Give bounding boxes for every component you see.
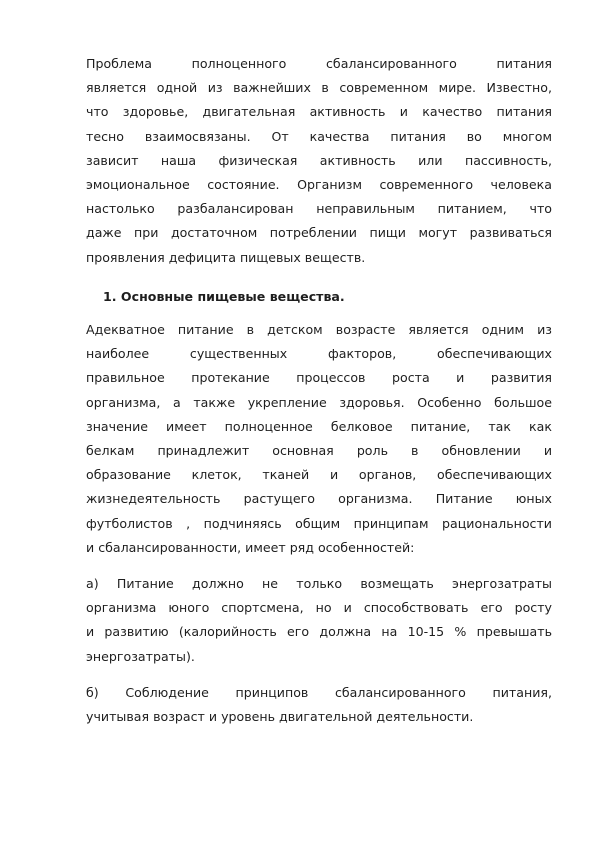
body-paragraph <box>86 318 552 560</box>
item-a-line: организма юного спортсмена, но и способствовать его росту <box>86 600 552 616</box>
intro-line: тесно взаимосвязаны. От качества питания во многом <box>86 128 552 144</box>
body-line: значение имеет полноценное белковое питание, так как <box>86 418 552 434</box>
item-a-line: и развитию (калорийность его должна на 10-15 % превышать <box>86 624 552 640</box>
intro-line: эмоциональное состояние. Организм современного человека <box>86 176 552 192</box>
body-line: белкам принадлежит основная роль в обновлении и <box>86 442 552 458</box>
intro-line: Проблема полноценного сбалансированного питания <box>86 56 552 71</box>
item-b-line: учитывая возраст и уровень двигательной деятельности. <box>86 709 474 725</box>
intro-line: зависит наша физическая активность или пассивность, <box>86 152 552 168</box>
section-heading: 1. Основные пищевые вещества. <box>103 289 345 304</box>
body-line: футболистов , подчиняясь общим принципам рациональности <box>86 515 552 531</box>
body-line: и сбалансированности, имеет ряд особенностей: <box>86 539 415 555</box>
item-b-paragraph <box>86 681 552 729</box>
body-line: Адекватное питание в детском возрасте является одним из <box>86 322 552 337</box>
intro-line: даже при достаточном потреблении пищи могут развиваться <box>86 225 552 241</box>
body-line: жизнедеятельность растущего организма. Питание юных <box>86 491 552 507</box>
intro-line: проявления дефицита пищевых веществ. <box>86 249 366 265</box>
intro-line: что здоровье, двигательная активность и качество питания <box>86 104 552 120</box>
intro-line: настолько разбалансирован неправильным питанием, что <box>86 201 552 217</box>
intro-paragraph <box>86 52 552 270</box>
body-line: образование клеток, тканей и органов, обеспечивающих <box>86 467 552 483</box>
body-line: наиболее существенных факторов, обеспечивающих <box>86 346 552 362</box>
body-line: правильное протекание процессов роста и развития <box>86 370 552 386</box>
intro-line: является одной из важнейших в современном мире. Известно, <box>86 80 552 96</box>
item-a-line: а) Питание должно не только возмещать энергозатраты <box>86 576 552 591</box>
item-a-line: энергозатраты). <box>86 648 195 664</box>
item-b-line: б) Соблюдение принципов сбалансированного питания, <box>86 685 552 700</box>
body-line: организма, а также укрепление здоровья. Особенно большое <box>86 394 552 410</box>
item-a-paragraph <box>86 572 552 669</box>
